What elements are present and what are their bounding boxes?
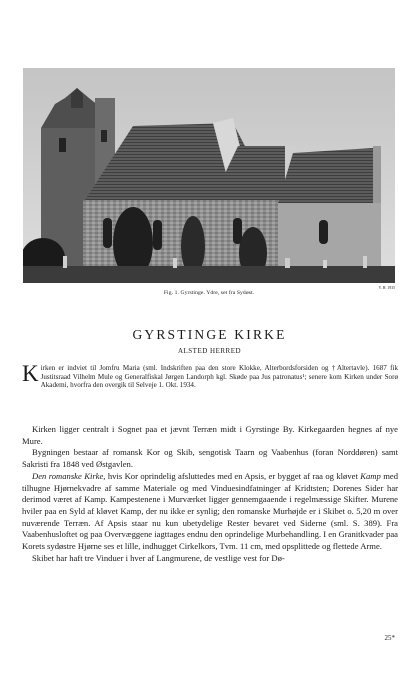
paragraph-location: Kirken ligger centralt i Sognet paa et jævnt Terræn midt i Gyrstinge By. Kirkegaarden hegnes af nye Mure. xyxy=(22,424,398,446)
page-number: 25* xyxy=(384,634,395,642)
paragraph-building: Bygningen bestaar af romansk Kor og Skib, sengotisk Taarn og Vaabenhus (foran Norddøren) samt Sakristi fra 1848 ved Østgavlen. xyxy=(22,447,398,470)
paragraph-windows: Skibet har haft tre Vinduer i hver af Langmurene, de vestlige vest for Dø- xyxy=(32,552,285,563)
intro-paragraph xyxy=(22,361,398,390)
intro-text: irken er indviet til Jomfru Maria (sml. Indskriften paa den store Klokke, Alterbordsforsiden og †Altertavle). 1687 fik Justitsraad Vilhelm Mule og Generalfiskal Jørgen Landorph kgl. Skøde paa Jus patronatus¹; senere kom Kirken under Sorø Akademi, hvorfra den overgik til Selveje 1. Okt. 1934. xyxy=(40,364,398,390)
paragraph-romanesque: Den romanske Kirke, hvis Kor oprindelig afsluttedes med en Apsis, er bygget af raa og kløvet Kamp med tilhugne Hjørnekvadre af samme Materiale og med Vinduesindfatninger af Kridtsten; Dorenes Sider har derimod været af Kamp. Kampestenene i Murværket ligger gennemgaaende i regelmæssige Skifter. Murene hviler paa en Syld af kløvet Kamp, der nu ikke er synlig; den romanske Murhøjde er i Skibet o. 5,20 m over nuværende Terræn. Af Apsis staar nu kun ubetydelige Rester bevaret ved Siderne (sml. S. 389). Fra Vaabenhusloftet og paa Overvæggene iagttages endnu den oprindelige Murbehandling. I en Granitkvader paa Korets sydøstre Hjørne ses et lille, indhugget Cirkelkors, Tvm. 11 cm, med opsplittede og flettede Arme. xyxy=(22,470,398,552)
church-photograph xyxy=(23,68,395,283)
photo-credit: V. H. 1935 xyxy=(378,286,395,290)
section-heading: Den romanske Kirke, xyxy=(32,470,106,481)
drop-cap: K xyxy=(22,361,39,386)
page-subtitle: ALSTED HERRED xyxy=(177,347,242,355)
page-title: GYRSTINGE KIRKE xyxy=(132,327,287,342)
body-text xyxy=(22,424,398,564)
figure-caption: Fig. 1. Gyrstinge. Ydre, set fra Sydøst. xyxy=(163,290,255,296)
church-illustration xyxy=(23,68,395,283)
